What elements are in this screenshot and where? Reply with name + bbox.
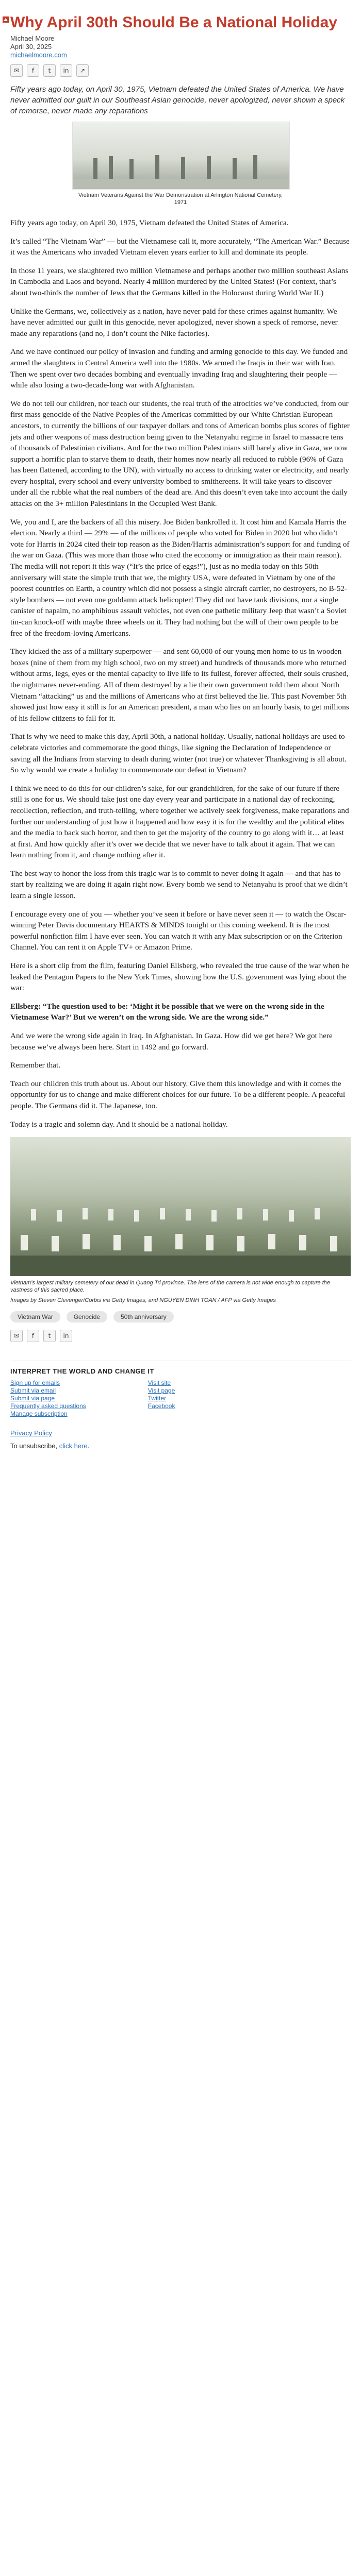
- tags: [10, 1311, 351, 1323]
- unsubscribe-line: To unsubscribe, click here.: [10, 1442, 90, 1450]
- share-icon[interactable]: in: [60, 64, 72, 77]
- paragraph: We do not tell our children, nor teach our students, the real truth of the atrocities we’ve conducted, from our first mass genocide of the Native Peoples of the Americas committed by our White Christian European ancestors, to currently the billions of our taxpayer dollars and tons of American bombs plus scores of fighter jets and other weapons of mass destruction being given to the Netanyahu regime in Israel to massacre tens of thousands of Palestinian civilians. And for the two million Palestinians still barely alive in Gaza, we now support a horrific plan to starve them to death, their homes now nearly all reduced to rubble (96% of Gaza has been flattened, according to the UN), with virtually no access to drinking water or electricity, and nearly every hospital, every school and every university bombed to smithereens. It will take years to discover under all the rubble what the real numbers of the dead are. And this doesn’t even take into account the daily attacks on the 3+ million Palestinians in the Occupied West Bank.: [10, 399, 350, 509]
- article-body: [10, 217, 351, 1130]
- bottom-links: [10, 1429, 351, 1450]
- footer-link[interactable]: Visit page: [147, 1387, 175, 1395]
- share-icon[interactable]: ✉: [10, 1330, 23, 1342]
- paragraph: And we were the wrong side again in Iraq. In Afghanistan. In Gaza. How did we get here? We got here because we’ve always been here. Start in 1492 and go forward.: [10, 1031, 333, 1052]
- paragraph: Teach our children this truth about us. About our history. Give them this knowledge and with it comes the opportunity for us to change and make different choices for our future. To be a different people. A peaceful people. The Germans did it. The Japanese, too.: [10, 1079, 346, 1110]
- share-row: [10, 64, 351, 77]
- footer: [10, 1361, 351, 1450]
- share-icon[interactable]: ✉: [10, 64, 23, 77]
- paragraph: Here is a short clip from the film, featuring Daniel Ellsberg, who revealed the true cause of the war when he leaked the Pentagon Papers to the New York Times, showing how the U.S. government was lying about the war:: [10, 961, 349, 993]
- tag[interactable]: 50th anniversary: [113, 1311, 174, 1323]
- paragraph: Today is a tragic and solemn day. And it should be a national holiday.: [10, 1120, 228, 1129]
- share-icon[interactable]: f: [27, 64, 39, 77]
- footer-link[interactable]: Manage subscription: [10, 1410, 68, 1418]
- tag[interactable]: Genocide: [67, 1311, 107, 1323]
- paragraph: I think we need to do this for our children’s sake, for our grandchildren, for the sake of our future if there still is one for us. We should take just one day every year and participate in a national day of reckoning, recollection, reflection, and truth-telling, where together we actively seek forgiveness, make reparations and further our understanding of just how it happened and how easy it is for the wealthy and the political elites and the media to back such horror, and then to get the majority of the country to go along with it… at least at first. And how quickly after it’s over we decide that we never have to talk about it again. That we can learn nothing from it, and change nothing after it.: [10, 784, 349, 860]
- cemetery-photo: [10, 1137, 351, 1276]
- footer-link[interactable]: Visit site: [147, 1379, 171, 1387]
- figure-2-credit: Images by Steven Clevenger/Corbis via Getty Images, and NGUYEN DINH TOAN / AFP via Getty Images: [10, 1297, 276, 1304]
- privacy-link[interactable]: Privacy Policy: [10, 1429, 52, 1437]
- top-bar: [0, 0, 361, 3]
- paragraph: In those 11 years, we slaughtered two million Vietnamese and perhaps another two million southeast Asians in Cambodia and Laos and beyond. Nearly 4 million murdered by the United States! (For context, that’s about two-thirds the number of Jews that the Germans killed in the Holocaust during World War II.): [10, 266, 349, 297]
- logo-icon: [2, 16, 9, 23]
- protest-photo: [72, 122, 290, 190]
- article-title: Why April 30th Should Be a National Holiday: [10, 14, 337, 31]
- footer-columns: [10, 1379, 351, 1418]
- paragraph: We, you and I, are the backers of all this misery. Joe Biden bankrolled it. It cost him and Kamala Harris the election. Nearly a third — 29% — of the millions of people who voted for Biden in 2020 but who didn’t vote for Harris in 2024 cited their top reason as the Biden/Harris administration’s support for and funding of the war on Gaza. (This was more than those who cited the economy or immigration as their main reason). The media will not report it this way (“It’s the price of eggs!”), just as no media today on this 50th anniversary will state the simple truth that we, the mighty USA, were defeated in Vietnam by one of the poorest countries on Earth, a country which did not possess a single aircraft carrier, no destroyers, no B-52-style bombers — not even one goddamn attack helicopter! They did not have tank divisions, nor a single canister of napalm, no amphibious assault vehicles, not even one pathetic military Jeep that wasn’t a Soviet tin-can knock-off with maybe three wheels on it. They had nothing but the will of their own people to be free of the freedom-loving Americans.: [10, 517, 350, 638]
- footer-link[interactable]: Sign up for emails: [10, 1379, 60, 1387]
- site-link[interactable]: michaelmoore.com: [10, 51, 67, 59]
- quote: Ellsberg: “The question used to be: ‘Might it be possible that we were on the wrong side in the Vietnamese War?’ But we weren’t on the wrong side. We are the wrong side.”: [10, 1002, 324, 1022]
- share-icon[interactable]: f: [27, 1330, 39, 1342]
- footer-col-1: [10, 1379, 86, 1418]
- figure-2-caption: Vietnam’s largest military cemetery of our dead in Quang Tri province. The lens of the camera is not wide enough to capture the vastness of this sacred place.: [10, 1280, 330, 1294]
- share-icon[interactable]: ↗: [76, 64, 89, 77]
- date: April 30, 2025: [10, 43, 52, 50]
- author: Michael Moore: [10, 35, 55, 42]
- tag[interactable]: Vietnam War: [10, 1311, 60, 1323]
- paragraph: Unlike the Germans, we, collectively as a nation, have never paid for these crimes against humanity. We have never admitted our guilt in this genocide, never apologized, never shown a speck of remorse, never made any reparations (and no, I don’t count the Nike factories).: [10, 307, 338, 338]
- footer-link[interactable]: Submit via page: [10, 1395, 55, 1402]
- figure-1: [72, 122, 289, 206]
- footer-link[interactable]: Submit via email: [10, 1387, 56, 1395]
- share-icon[interactable]: t: [43, 1330, 56, 1342]
- share-icon[interactable]: t: [43, 64, 56, 77]
- paragraph: It’s called “The Vietnam War” — but the Vietnamese call it, more accurately, “The American War.” Because it was the Americans who invaded Vietnam eleven years earlier to kill and dominate its people.: [10, 236, 350, 257]
- article: [10, 14, 351, 1450]
- footer-link[interactable]: Frequently asked questions: [10, 1402, 86, 1410]
- footer-col-2: [148, 1379, 175, 1418]
- paragraph: I encourage every one of you — whether you’ve seen it before or have never seen it — to watch the Oscar-winning Peter Davis documentary HEARTS & MINDS tonight or this coming weekend. It is the most powerful nonfiction film I have ever seen. You can watch it with any Max subscription or on the Criterion Channel. You can rent it on Apple TV+ or Amazon Prime.: [10, 909, 347, 952]
- footer-link[interactable]: Twitter: [147, 1395, 167, 1402]
- share-icon[interactable]: in: [60, 1330, 72, 1342]
- byline: [10, 35, 351, 59]
- footer-link[interactable]: Facebook: [147, 1402, 175, 1410]
- paragraph: The best way to honor the loss from this tragic war is to commit to never doing it again — and that has to start by realizing we are doing it again right now. Every bomb we send to Netanyahu is proof that we didn’t learn a single lesson.: [10, 869, 348, 901]
- paragraph: That is why we need to make this day, April 30th, a national holiday. Usually, national holidays are used to celebrate victories and commemorate the good things, like signing the Declaration of Independence or saving all the Indians from starving to death during winter (not true) or whatever Thanksgiving is all about. So why would we create a holiday to commemorate our defeat in Vietnam?: [10, 732, 347, 775]
- paragraph: They kicked the ass of a military superpower — and sent 60,000 of our young men home to us in wooden boxes (nine of them from my high school, two on my street) and hundreds of thousands more who returned without arms, legs, eyes or the mental capacity to live life to its fullest, forever affected, their souls crushed, the nightmares never-ending. All of them destroyed by a lie their own government told them about North Vietnam “attacking” us and the millions of Americans who at first believed the lie. This past November 5th showed just how easy it still is for an American president, a man who lies on an hourly basis, to get millions of his fellow citizens to fall for it.: [10, 647, 349, 723]
- unsubscribe-link[interactable]: click here: [59, 1442, 88, 1450]
- share-row-bottom: [10, 1330, 351, 1342]
- figure-1-caption: Vietnam Veterans Against the War Demonstration at Arlington National Cemetery, 1971: [78, 192, 283, 206]
- footer-heading: INTERPRET THE WORLD AND CHANGE IT: [10, 1367, 154, 1376]
- paragraph: Fifty years ago today, on April 30, 1975, Vietnam defeated the United States of America.: [10, 218, 289, 227]
- paragraph: And we have continued our policy of invasion and funding and arming genocide to this day. We funded and armed the slaughters in Central America well into the 1980s. We armed the Iraqis in their war with Iran. Then we spent over two decades bombing and eventually invading Iraq and slaughtering their people — while also losing a two-decade-long war with Afghanistan.: [10, 347, 348, 390]
- intro-text: Fifty years ago today, on April 30, 1975, Vietnam defeated the United States of America. We have never admitted our guilt in our Southeast Asian genocide, never apologized, never shown a speck of remorse, never made any reparations: [10, 85, 345, 115]
- unsubscribe-prefix: To unsubscribe,: [10, 1442, 58, 1450]
- paragraph: Remember that.: [10, 1061, 60, 1070]
